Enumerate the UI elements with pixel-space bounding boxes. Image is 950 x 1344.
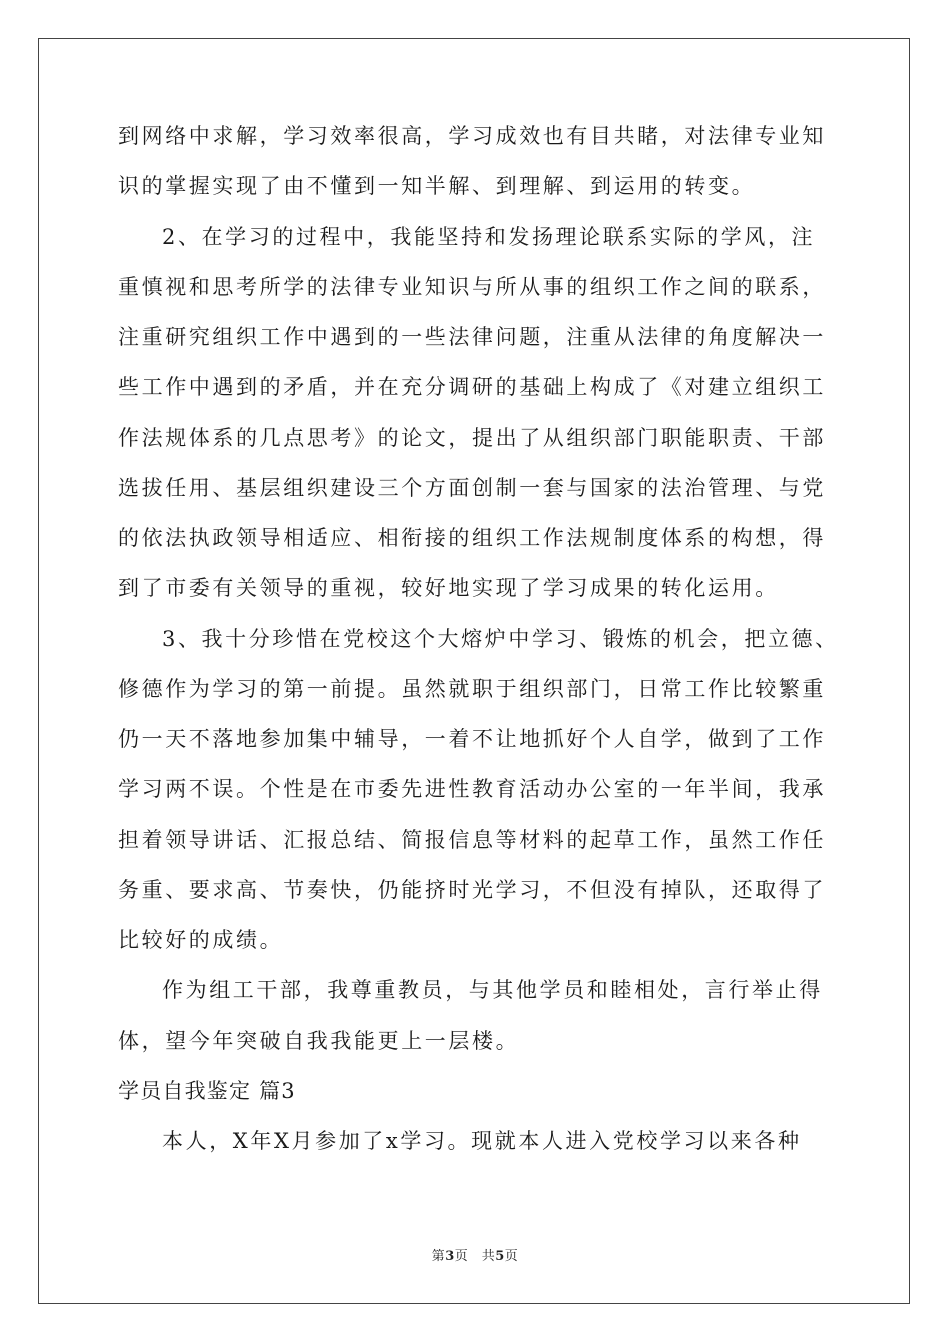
text-line: 些工作中遇到的矛盾，并在充分调研的基础上构成了《对建立组织工 [118,375,826,400]
page-footer [0,1245,950,1264]
page-number-prefix: 第 [431,1249,446,1264]
section-heading: 学员自我鉴定 篇3 [118,1078,296,1103]
text-line: 选拔任用、基层组织建设三个方面创制一套与国家的法治管理、与党 [118,475,826,500]
total-page-number: 5 [495,1249,505,1264]
text-line: 注重研究组织工作中遇到的一些法律问题，注重从法律的角度解决一 [118,325,826,349]
text-line: 重慎视和思考所学的法律专业知识与所从事的组织工作之间的联系， [118,274,826,299]
current-page-number: 3 [445,1249,455,1264]
text-line: 仍一天不落地参加集中辅导，一着不让地抓好个人自学，做到了工作 [118,727,826,751]
text-line: 识的掌握实现了由不懂到一知半解、到理解、到运用的转变。 [118,174,756,199]
text-line: 到了市委有关领导的重视，较好地实现了学习成果的转化运用。 [118,576,779,601]
paragraph-start-line: 3、我十分珍惜在党校这个大熔炉中学习、锻炼的机会，把立德、 [162,626,839,651]
document-body [118,124,839,1179]
paragraph-start-line: 作为组工干部，我尊重教员，与其他学员和睦相处，言行举止得 [162,978,823,1003]
text-line: 体，望今年突破自我我能更上一层楼。 [118,1028,520,1053]
page-number-mid: 页 共 [454,1249,496,1264]
text-line: 学习两不误。个性是在市委先进性教育活动办公室的一年半间，我承 [118,777,826,802]
text-line: 的依法执政领导相适应、相衔接的组织工作法规制度体系的构想，得 [118,526,826,550]
text-line: 务重、要求高、节奏快，仍能挤时光学习，不但没有掉队，还取得了 [118,877,826,902]
page-number-suffix: 页 [504,1249,519,1264]
text-line: 到网络中求解，学习效率很高，学习成效也有目共睹，对法律专业知 [118,124,826,148]
text-line: 比较好的成绩。 [118,928,284,952]
text-line: 作法规体系的几点思考》的论文，提出了从组织部门职能职责、干部 [118,425,826,450]
paragraph-start-line: 2、在学习的过程中，我能坚持和发扬理论联系实际的学风，注 [162,224,816,249]
text-line: 修德作为学习的第一前提。虽然就职于组织部门，日常工作比较繁重 [118,676,826,701]
text-line: 担着领导讲话、汇报总结、简报信息等材料的起草工作，虽然工作任 [118,827,826,852]
paragraph-start-line: 本人，X年X月参加了x学习。现就本人进入党校学习以来各种 [162,1129,802,1153]
